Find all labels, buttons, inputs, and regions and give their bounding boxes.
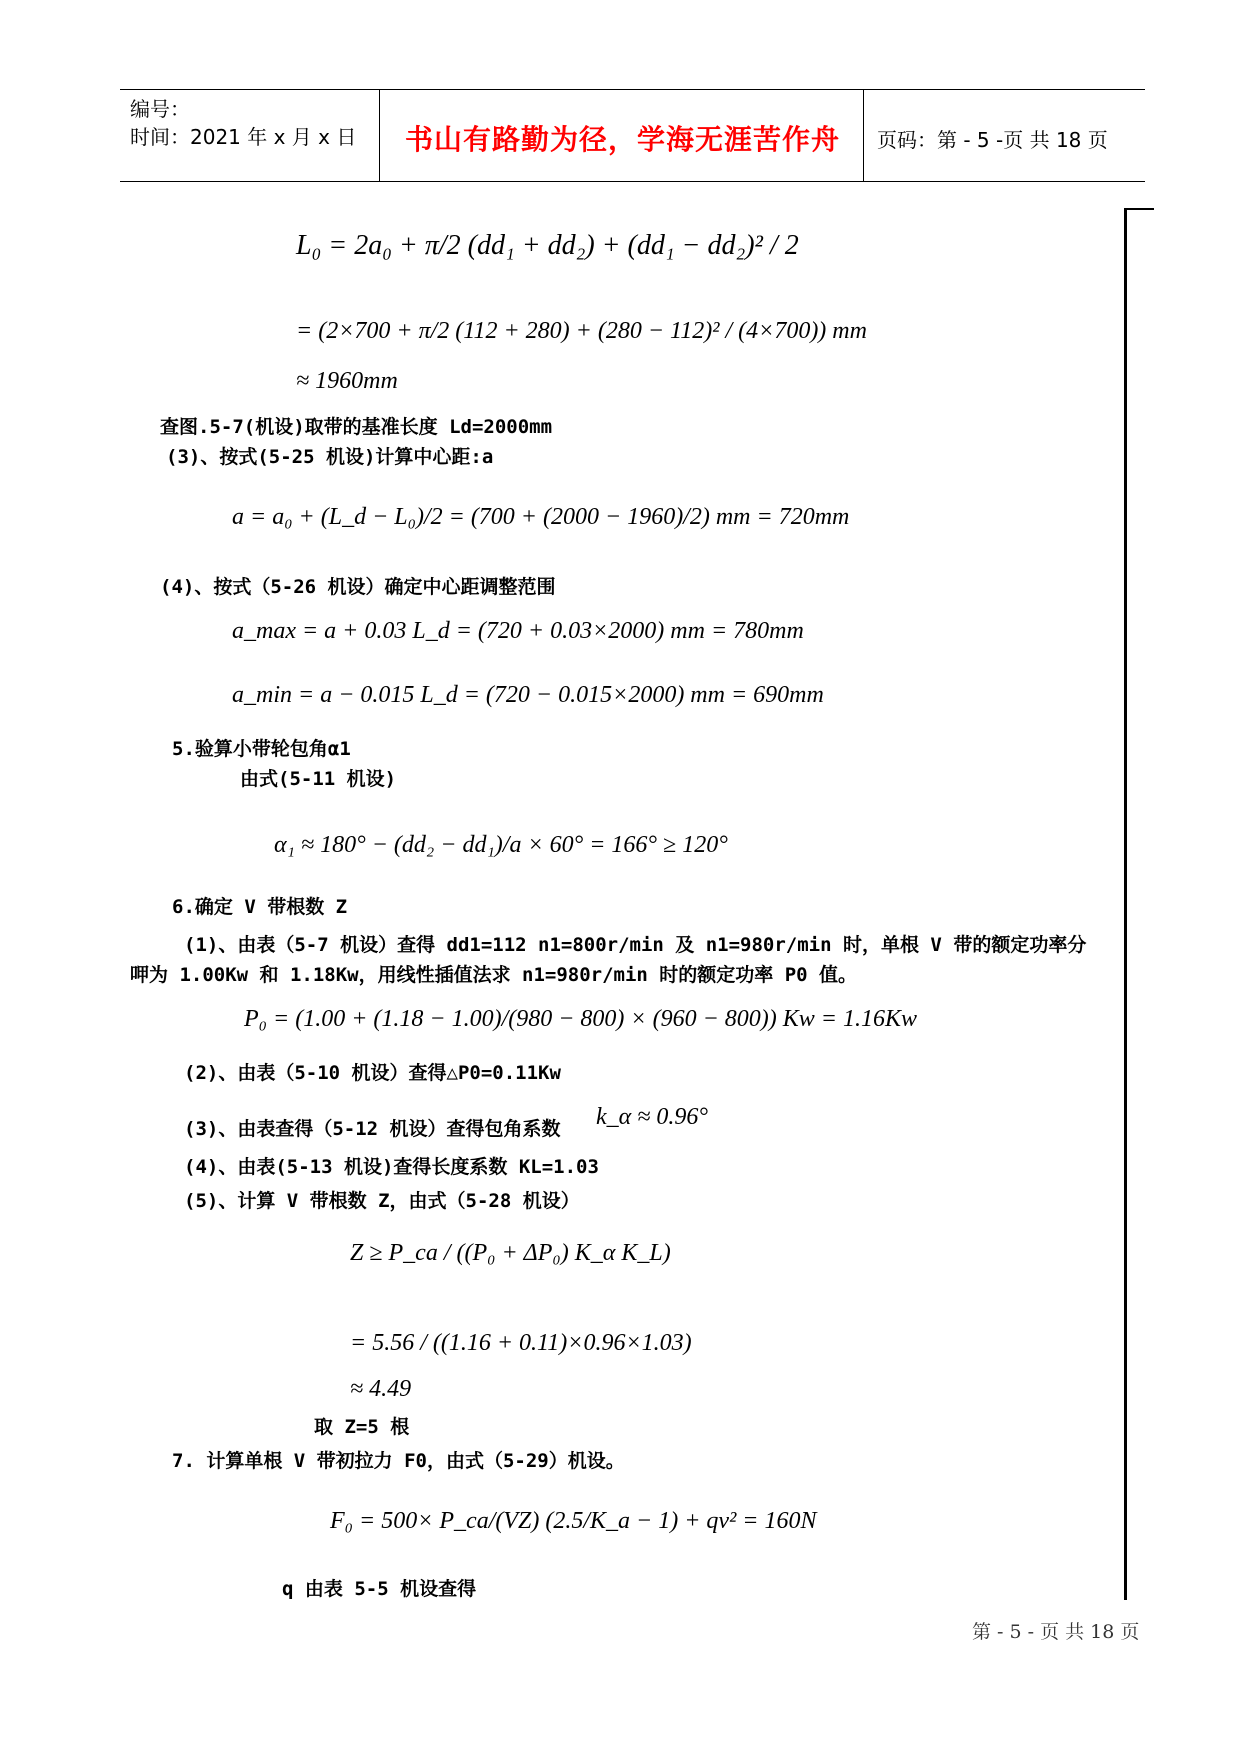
text-t14: 7. 计算单根 V 带初拉力 F0，由式（5-29）机设。 bbox=[172, 1450, 625, 1472]
text-t12: (5)、计算 V 带根数 Z，由式（5-28 机设） bbox=[184, 1190, 580, 1212]
margin-bracket-line bbox=[1124, 208, 1127, 1600]
header-divider-right bbox=[863, 89, 864, 182]
text-t11: (4)、由表(5-13 机设)查得长度系数 KL=1.03 bbox=[184, 1156, 599, 1178]
text-t3: (4)、按式（5-26 机设）确定中心距调整范围 bbox=[160, 576, 556, 598]
text-t4: 5.验算小带轮包角α1 bbox=[172, 738, 351, 760]
header-divider-left bbox=[379, 89, 380, 182]
formula-amax: a_max = a + 0.03 L_d = (720 + 0.03×2000) mm = 780mm bbox=[232, 618, 804, 644]
formula-l0-line1: L₀ = 2a₀ + π/2 (dd₁ + dd₂) + (dd₁ − dd₂)² / 2 bbox=[296, 230, 799, 261]
formula-p0: P₀ = (1.00 + (1.18 − 1.00)/(980 − 800) × (960 − 800)) Kw = 1.16Kw bbox=[244, 1006, 918, 1032]
header-rule-top bbox=[120, 89, 1145, 90]
text-t1: 查图.5-7(机设)取带的基准长度 Ld=2000mm bbox=[160, 416, 553, 438]
formula-l0-line2: = (2×700 + π/2 (112 + 280) + (280 − 112)² / (4×700)) mm bbox=[296, 318, 867, 344]
text-t7: (1)、由表（5-7 机设）查得 dd1=112 n1=800r/min 及 n1=980r/min 时，单根 V 带的额定功率分 bbox=[184, 934, 1087, 956]
time-label: 时间：2021 年 x 月 x 日 bbox=[130, 125, 357, 149]
motto: 书山有路勤为径，学海无涯苦作舟 bbox=[405, 123, 841, 156]
text-t2: (3)、按式(5-25 机设)计算中心距:a bbox=[166, 446, 494, 468]
formula-z-line1: Z ≥ P_ca / ((P₀ + ΔP₀) K_α K_L) bbox=[350, 1240, 671, 1266]
text-t6: 6.确定 V 带根数 Z bbox=[172, 896, 348, 918]
text-t10: (3)、由表查得（5-12 机设）查得包角系数 bbox=[184, 1118, 561, 1140]
formula-f0: F₀ = 500× P_ca/(VZ) (2.5/K_a − 1) + qv² = 160N bbox=[330, 1508, 817, 1534]
footer-page: 第 - 5 - 页 共 18 页 bbox=[972, 1621, 1140, 1643]
text-t13: 取 Z=5 根 bbox=[314, 1416, 410, 1438]
formula-alpha: α₁ ≈ 180° − (dd₂ − dd₁)/a × 60° = 166° ≥ 120° bbox=[274, 832, 728, 858]
margin-bracket-top bbox=[1124, 208, 1154, 210]
text-t8: 呷为 1.00Kw 和 1.18Kw，用线性插值法求 n1=980r/min 时的额定功率 P0 值。 bbox=[130, 964, 858, 986]
serial-label: 编号： bbox=[130, 97, 190, 121]
formula-z-line3: ≈ 4.49 bbox=[350, 1376, 412, 1402]
text-t9: (2)、由表（5-10 机设）查得△P0=0.11Kw bbox=[184, 1062, 561, 1084]
formula-l0-line3: ≈ 1960mm bbox=[296, 368, 398, 394]
text-t15: q 由表 5-5 机设查得 bbox=[282, 1578, 477, 1600]
formula-ka: k_α ≈ 0.96° bbox=[596, 1104, 709, 1130]
formula-amin: a_min = a − 0.015 L_d = (720 − 0.015×2000) mm = 690mm bbox=[232, 682, 824, 708]
page-label: 页码：第 - 5 -页 共 18 页 bbox=[877, 128, 1108, 152]
header-rule-bottom bbox=[120, 181, 1145, 182]
formula-a: a = a₀ + (L_d − L₀)/2 = (700 + (2000 − 1960)/2) mm = 720mm bbox=[232, 504, 850, 530]
formula-z-line2: = 5.56 / ((1.16 + 0.11)×0.96×1.03) bbox=[350, 1330, 692, 1356]
text-t5: 由式(5-11 机设) bbox=[240, 768, 397, 790]
